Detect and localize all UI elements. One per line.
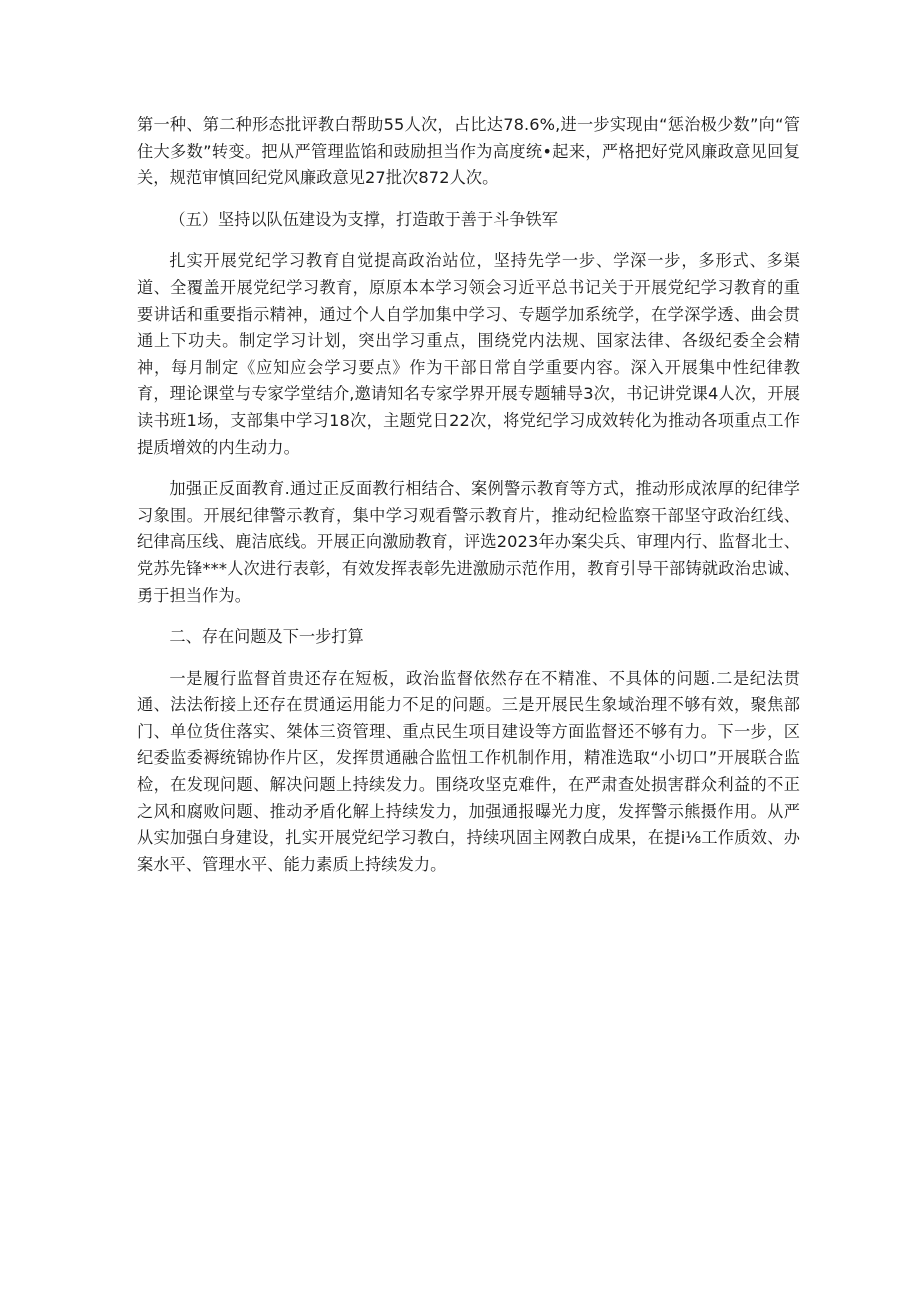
paragraph-problems-and-plans: 一是履行监督首贵还存在短板，政治监督依然存在不精准、不具体的问题.二是纪法贯通、法法衔接上还存在贯通运用能力不足的问题。三是开展民生象域治理不够有效，聚焦部门、单位货住落实、桀体三资管理、重点民生项目建设等方面监督还不够有力。下一步，区纪委监委褥统锦协作片区，发挥贯通融合监忸工作机制作用，精准选取“小切口”开展联合监检，在发现问题、解决问题上持续发力。围绕攻坚克难件，在严肃查处损害群众利益的不正之风和腐败问题、推动矛盾化解上持续发力，加强通报曝光力度，发挥警示熊摄作用。从严从实加强白身建设，扎实开展党纪学习教白，持续巩固主网教白成果，在提i⅛工作质效、办案水平、管理水平、能力素质上持续发力。 [137,668,800,874]
section-heading-five: （五）坚持以队伍建设为支撑，打造敢于善于斗争铁军 [169,209,558,229]
paragraph-positive-negative-education: 加强正反面教育.通过正反面教行相结合、案例警示教育等方式，推动形成浓厚的纪律学习象围。开展纪律警示教育，集中学习观看警示教育片，推动纪检监察干部坚守政治红线、纪律高压线、鹿洁底线。开展正向激励教育，评选2023年办案尖兵、审理内行、监督北士、党苏先锋***人次进行表彰，有效发挥表彰先进激励示范作用，教育引导干部铸就政治忠诚、勇于担当作为。 [137,479,800,605]
paragraph-first-second-forms: 第一种、第二种形态批评教白帮助55人次，占比达78.6%,进一步实现由“惩治极少数”向“管住大多数”转变。把从严管理监馅和豉励担当作为高度统•起来，严格把好党风廉政意见回复关，规范审慎回纪党风廉政意见27批次872人次。 [137,115,800,188]
paragraph-party-discipline-education: 扎实开展党纪学习教育自觉提高政治站位，坚持先学一步、学深一步，多形式、多渠道、全覆盖开展党纪学习教育，原原本本学习领会习近平总书记关于开展党纪学习教育的重要讲话和重要指示精神，通过个人自学加集中学习、专题学加系统学，在学深学透、曲会贯通上下功夫。制定学习计划，突出学习重点，围绕党内法规、国家法律、各级纪委全会精神，每月制定《应知应会学习要点》作为干部日常自学重要内容。深入开展集中性纪律教育，理论课堂与专家学堂结介,邀请知名专家学界开展专题辅导3次，书记讲党课4人次，开展读书班1场，支部集中学习18次，主题党日22次，将党纪学习成效转化为推动各项重点工作提质增效的内生动力。 [137,251,800,457]
section-heading-problems-next-steps: 二、存在问题及下一步打算 [169,627,364,647]
